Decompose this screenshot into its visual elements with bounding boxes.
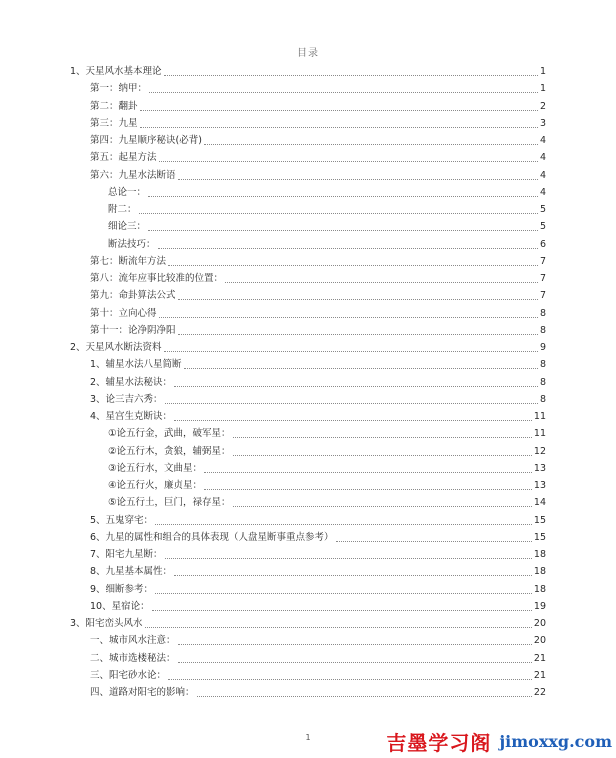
toc-entry [108,476,546,492]
toc-entry-page-number: 18 [533,583,546,595]
toc-entry-page-number: 8 [539,307,546,319]
toc-entry [90,511,546,527]
toc-entry [108,235,546,251]
toc-entry [90,79,546,95]
toc-entry-page-number: 11 [533,411,546,422]
toc-entry [90,631,546,647]
toc-leader-dots [148,230,538,231]
toc-entry-label: 3、论三吉六秀： [90,393,163,405]
toc-leader-dots [197,696,532,697]
toc-entry-label: 5、五鬼穿宅： [90,514,154,526]
toc-entry [90,131,546,147]
toc-entry-page-number: 15 [533,531,546,543]
toc-leader-dots [233,506,532,507]
toc-entry [90,166,546,182]
toc-entry-page-number: 4 [539,186,546,198]
toc-leader-dots [178,334,538,335]
toc-entry [90,148,546,164]
toc-leader-dots [155,524,532,525]
toc-entry [90,545,546,561]
toc-leader-dots [225,282,538,283]
toc-entry-page-number: 18 [533,566,546,578]
toc-entry-page-number: 5 [539,221,546,233]
toc-leader-dots [164,351,538,352]
toc-leader-dots [178,179,538,180]
toc-entry-page-number: 7 [539,273,546,284]
toc-entry-page-number: 4 [539,152,546,164]
toc-entry [90,373,546,389]
toc-entry-label: 第一：纳甲： [90,83,148,95]
toc-entry-label: ①论五行金，武曲，破军星： [108,428,231,440]
toc-entry-label: ④论五行火，廉贞星： [108,480,203,491]
toc-entry [90,286,546,302]
toc-entry-label: 2、天星风水断法资料 [70,342,162,353]
toc-entry-label: 一、城市风水注意： [90,635,176,647]
toc-entry-label: 总论一： [108,186,147,198]
toc-leader-dots [148,196,538,197]
toc-entry-page-number: 12 [533,445,546,457]
toc-entry [90,252,546,268]
toc-leader-dots [178,644,532,645]
toc-entry [90,269,546,285]
toc-entry-label: 3、阳宅峦头风水 [70,618,143,629]
toc-entry [108,183,546,199]
watermark-name: 吉墨学习阁 [386,730,492,755]
toc-entry [70,614,546,630]
toc-entry [90,304,546,320]
toc-entry-label: 7、阳宅九星断： [90,549,163,560]
toc-entry-label: 2、辅星水法秘诀： [90,376,173,388]
toc-entry-label: 4、星宫生克断诀： [90,411,173,422]
toc-leader-dots [178,662,532,663]
toc-leader-dots [159,317,538,318]
toc-entry [108,424,546,440]
toc-entry-label: 第二：翻卦 [90,100,138,112]
toc-entry-page-number: 22 [533,687,546,698]
toc-entry-label: 6、九星的属性和组合的具体表现（人盘星断事重点参考） [90,531,334,543]
toc-leader-dots [164,75,538,76]
toc-entry-page-number: 1 [539,66,546,77]
toc-leader-dots [174,575,532,576]
toc-entry-page-number: 8 [539,393,546,405]
watermark [386,728,612,754]
toc-leader-dots [139,213,538,214]
toc-entry-label: 8、九星基本属性： [90,566,173,578]
toc-entry [108,493,546,509]
toc-entry-label: ⑤论五行土，巨门，禄存星： [108,497,231,509]
toc-entry-label: 1、辅星水法八星简断 [90,359,182,371]
toc-entry [90,97,546,113]
toc-entry-page-number: 4 [539,135,546,146]
toc-entry-page-number: 4 [539,169,546,181]
toc-leader-dots [204,144,538,145]
toc-entry-page-number: 7 [539,290,546,302]
toc-leader-dots [140,110,538,111]
toc-leader-dots [336,541,532,542]
toc-leader-dots [174,386,538,387]
toc-entry-page-number: 11 [533,428,546,440]
watermark-url: jimoxxg.com [499,731,612,751]
toc-leader-dots [233,455,532,456]
toc-entry [90,355,546,371]
toc-leader-dots [149,92,538,93]
toc-leader-dots [174,420,532,421]
toc-entry-page-number: 1 [539,83,546,95]
toc-entry [90,580,546,596]
page-number: 1 [305,733,311,742]
toc-entry-label: 第五：起星方法 [90,152,157,164]
toc-leader-dots [155,593,532,594]
toc-entry-page-number: 21 [533,669,546,681]
toc-entry [90,321,546,337]
toc-leader-dots [178,299,538,300]
toc-entry [108,459,546,475]
toc-leader-dots [168,679,532,680]
toc-entry [70,338,546,354]
toc-entry [90,114,546,130]
toc-leader-dots [145,627,532,628]
toc-entry-page-number: 3 [539,117,546,129]
toc-entry [90,666,546,682]
toc-entry-label: 第十一：论净阴净阳 [90,324,176,336]
toc-leader-dots [165,558,532,559]
toc-entry-label: 第三：九星 [90,117,138,129]
toc-entry-label: 第七：断流年方法 [90,255,167,267]
toc-entry-label: ②论五行木，贪狼，辅弼星： [108,445,231,457]
toc-entry-label: 10、星宿论： [90,600,150,612]
toc-entry-label: 1、天星风水基本理论 [70,66,162,77]
toc-entry-label: 细论三： [108,221,147,233]
toc-entry-label: 二、城市选楼秘法： [90,652,176,664]
toc-entry-page-number: 20 [533,635,546,647]
toc-entry-label: 断法技巧： [108,238,156,250]
toc-title: 目录 [297,48,319,59]
toc-entry-page-number: 7 [539,255,546,267]
toc-entry [90,597,546,613]
toc-entry [90,528,546,544]
toc-entry-page-number: 2 [539,100,546,112]
toc-entry-page-number: 9 [539,342,546,353]
toc-entry-page-number: 8 [539,359,546,371]
toc-leader-dots [168,265,538,266]
toc-entry-page-number: 21 [533,652,546,664]
toc-entry-label: 第八：流年应事比较准的位置： [90,273,224,284]
toc-entry-label: 四、道路对阳宅的影响： [90,687,195,698]
toc-entry [90,683,546,699]
toc-entry-page-number: 13 [533,462,546,474]
toc-entry [90,649,546,665]
toc-leader-dots [184,368,538,369]
toc-entry-page-number: 5 [539,204,546,215]
toc-entry-page-number: 20 [533,618,546,629]
toc-entry-label: 附二： [108,204,137,215]
toc-entry-label: 第六：九星水法断语 [90,169,176,181]
toc-entry [90,407,546,423]
toc-entry-page-number: 8 [539,324,546,336]
toc-entry [90,390,546,406]
toc-leader-dots [165,403,538,404]
toc-entry [108,217,546,233]
toc-entry [90,562,546,578]
toc-leader-dots [204,489,532,490]
toc-leader-dots [159,161,538,162]
toc-entry-page-number: 13 [533,480,546,491]
toc-leader-dots [152,610,532,611]
toc-leader-dots [204,472,532,473]
toc-entry-page-number: 19 [533,600,546,612]
toc-entry-page-number: 14 [533,497,546,509]
toc-entry-label: ③论五行水，文曲星： [108,462,203,474]
toc-entry-label: 三、阳宅砂水论： [90,669,167,681]
toc-entry-page-number: 6 [539,238,546,250]
toc-entry-page-number: 18 [533,549,546,560]
toc-leader-dots [158,248,538,249]
toc-entry [70,62,546,78]
toc-entry-label: 第四：九星顺序秘诀(必背) [90,135,202,146]
toc-entry-label: 第九：命卦算法公式 [90,290,176,302]
toc-entry-page-number: 8 [539,376,546,388]
toc-leader-dots [233,437,532,438]
toc-entry [108,200,546,216]
toc-entry-page-number: 15 [533,514,546,526]
toc-leader-dots [140,127,538,128]
toc-entry-label: 9、细断参考： [90,583,154,595]
toc-entry [108,442,546,458]
toc-entry-label: 第十：立向心得 [90,307,157,319]
